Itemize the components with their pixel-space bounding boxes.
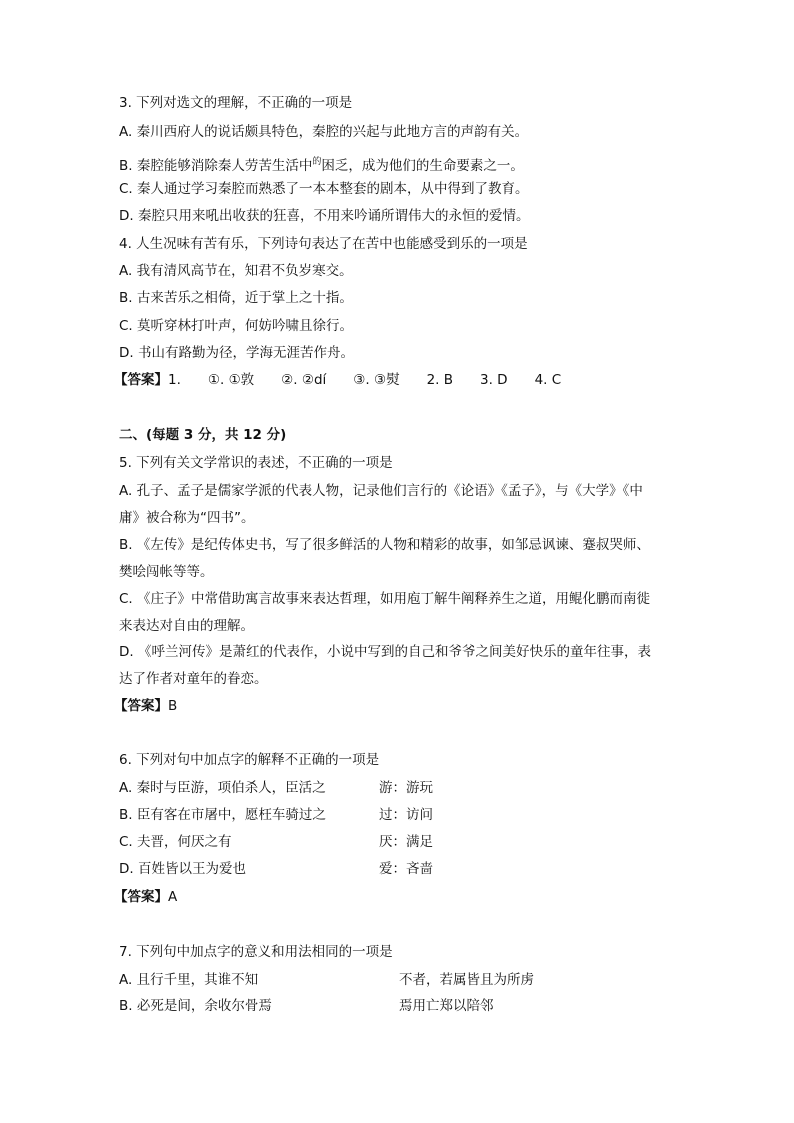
option-a: A. 孔子、孟子是儒家学派的代表人物，记录他们言行的《论语》《孟子》，与《大学》《中 [119,483,643,499]
option-c: C. 莫听穿林打叶声，何妨吟啸且徐行。 [119,318,354,334]
option-b: B. 臣有客在市屠中，愿枉车骑过之 [119,807,326,823]
question-stem: 5. 下列有关文学常识的表述，不正确的一项是 [119,455,393,471]
option-a: A. 秦时与臣游，项伯杀人，臣活之 [119,780,326,796]
option-c-gloss: 厌：满足 [379,834,433,850]
answer-line [114,888,177,906]
answer-line [114,371,561,389]
question-stem: 3. 下列对选文的理解，不正确的一项是 [119,95,353,111]
option-a-compare: 不者，若属皆且为所虏 [399,972,534,988]
option-a: A. 且行千里，其谁不知 [119,972,259,988]
option-a-cont: 庸》被合称为“四书”。 [119,510,255,526]
option-d: D. 《呼兰河传》是萧红的代表作，小说中写到的自己和爷爷之间美好快乐的童年往事，表 [119,644,651,660]
option-b-cont: 樊哙闯帐等等。 [119,564,214,580]
option-c-cont: 来表达对自由的理解。 [119,618,254,634]
option-d-gloss: 爱：吝啬 [379,861,433,877]
option-a: A. 秦川西府人的说话颇具特色，秦腔的兴起与此地方言的声韵有关。 [119,124,529,140]
answer-label: 【答案】 [114,372,168,388]
answer-text: 1. ①. ①敦 ②. ②dí ③. ③熨 2. B 3. D 4. C [168,372,562,388]
answer-label: 【答案】 [114,889,168,905]
answer-label: 【答案】 [114,698,168,714]
section-heading: 二、(每题 3 分，共 12 分) [119,427,287,443]
option-text: B. 秦腔能够消除秦人劳苦生活中 [119,158,313,174]
option-c: C. 《庄子》中常借助寓言故事来表达哲理，如用庖丁解牛阐释养生之道，用鲲化鹏而南徙 [119,591,651,607]
answer-text: A [168,889,178,905]
option-b: B. 《左传》是纪传体史书，写了很多鲜活的人物和精彩的故事，如邹忌讽谏、蹇叔哭师、 [119,537,650,553]
option-d-cont: 达了作者对童年的眷恋。 [119,671,268,687]
option-d: D. 百姓皆以王为爱也 [119,861,246,877]
option-b-compare: 焉用亡郑以陪邻 [399,998,494,1014]
option-c: C. 夫晋，何厌之有 [119,834,232,850]
superscript-char: 的 [312,157,322,167]
option-a-gloss: 游：游玩 [379,780,433,796]
answer-text: B [168,698,178,714]
option-d: D. 秦腔只用来吼出收获的狂喜，不用来吟诵所谓伟大的永恒的爱情。 [119,208,530,224]
option-d: D. 书山有路勤为径，学海无涯苦作舟。 [119,345,354,361]
option-b: B. 古来苦乐之相倚，近于掌上之十指。 [119,290,353,306]
option-text: 困乏，成为他们的生命要素之一。 [321,158,524,174]
question-stem: 6. 下列对句中加点字的解释不正确的一项是 [119,752,380,768]
option-a: A. 我有清风高节在，知君不负岁寒交。 [119,263,353,279]
option-b-gloss: 过：访问 [379,807,433,823]
question-stem: 7. 下列句中加点字的意义和用法相同的一项是 [119,944,393,960]
option-b: B. 必死是间，余收尔骨焉 [119,998,272,1014]
option-c: C. 秦人通过学习秦腔而熟悉了一本本整套的剧本，从中得到了教育。 [119,181,529,197]
question-stem: 4. 人生况味有苦有乐，下列诗句表达了在苦中也能感受到乐的一项是 [119,236,528,252]
answer-line [114,697,177,715]
option-b [119,153,524,175]
